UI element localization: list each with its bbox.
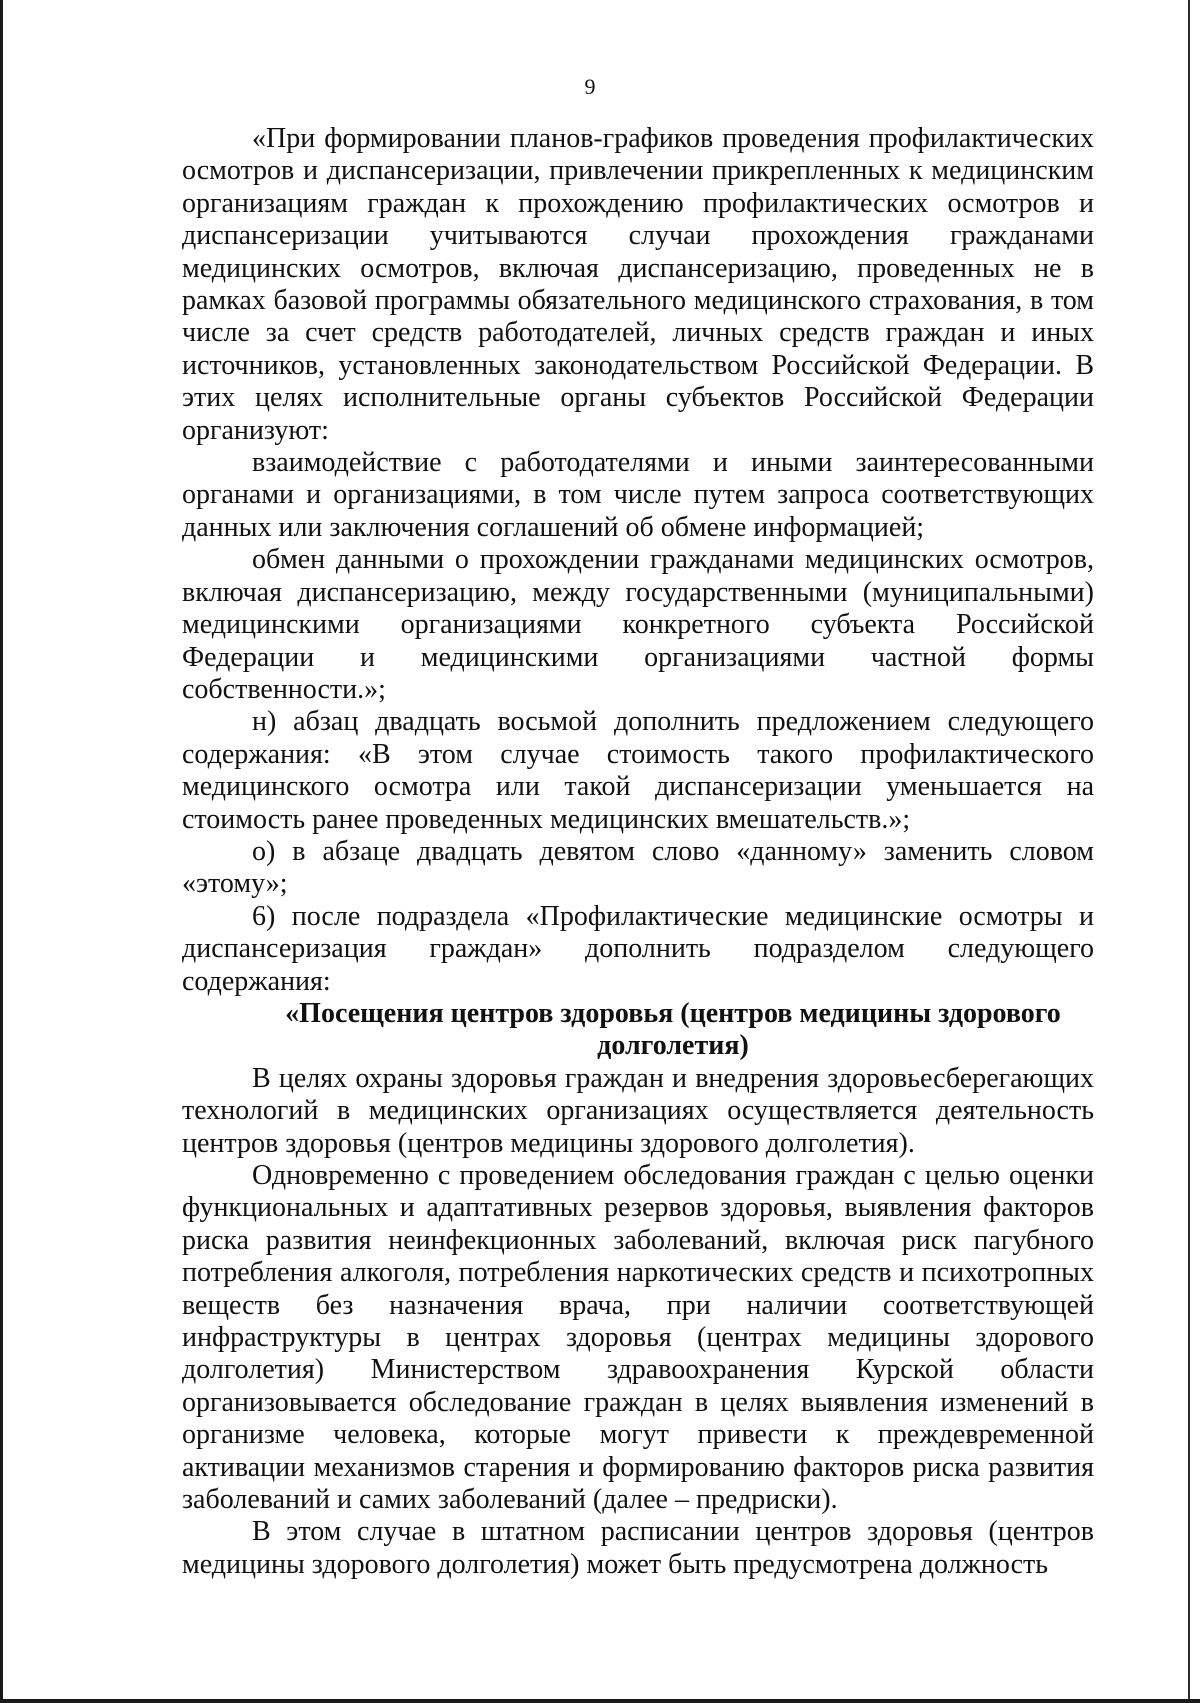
scan-border-right (1188, 0, 1190, 1703)
paragraph-staff-schedule: В этом случае в штатном расписании центров здоровья (центров медицины здорового долголетия) может быть предусмотрена должность (182, 1516, 1094, 1580)
paragraph-data-exchange: обмен данными о прохождении гражданами медицинских осмотров, включая диспансеризацию, между государственными (муниципальными) медицинскими организациями конкретного субъекта Российской Федерации и медицинскими организациями частной формы собственности.»; (182, 544, 1094, 705)
paragraph-health-centers-purpose: В целях охраны здоровья граждан и внедрения здоровьесберегающих технологий в медицинских организациях осуществляется деятельность центров здоровья (центров медицины здорового долголетия). (182, 1062, 1094, 1159)
document-body (182, 123, 1094, 1581)
paragraph-interaction-employers: взаимодействие с работодателями и иными заинтересованными органами и организациями, в том числе путем запроса соответствующих данных или заключения соглашений об обмене информацией; (182, 447, 1094, 543)
section-heading: «Посещения центров здоровья (центров медицины здорового долголетия) (285, 997, 1061, 1062)
paragraph-examination: Одновременно с проведением обследования граждан с целью оценки функциональных и адаптативных резервов здоровья, выявления факторов риска развития неинфекционных заболеваний, включая риск пагубного потребления алкоголя, потребления наркотических средств и психотропных веществ без назначения врача, при наличии соответствующей инфраструктуры в центрах здоровья (центрах медицины здорового долголетия) Министерством здравоохранения Курской области организовывается обследование граждан в целях выявления изменений в организме человека, которые могут привести к преждевременной активации механизмов старения и формированию факторов риска развития заболеваний и самих заболеваний (далее – предриски). (182, 1160, 1094, 1516)
paragraph-plans-schedules: «При формировании планов-графиков проведения профилактических осмотров и диспансеризации, привлечении прикрепленных к медицинским организациям граждан к прохождению профилактических осмотров и диспансеризации учитываются случаи прохождения гражданами медицинских осмотров, включая диспансеризацию, проведенных не в рамках базовой программы обязательного медицинского страхования, в том числе за счет средств работодателей, личных средств граждан и иных источников, установленных законодательством Российской Федерации. В этих целях исполнительные органы субъектов Российской Федерации организуют: (182, 123, 1094, 446)
paragraph-item-o: о) в абзаце двадцать девятом слово «данному» заменить словом «этому»; (182, 835, 1094, 900)
paragraph-item-6: 6) после подраздела «Профилактические медицинские осмотры и диспансеризация граждан» дополнить подразделом следующего содержания: (182, 900, 1094, 997)
page-number: 9 (584, 74, 596, 99)
scan-border-left (0, 0, 3, 1703)
paragraph-item-n: н) абзац двадцать восьмой дополнить предложением следующего содержания: «В этом случае стоимость такого профилактического медицинского осмотра или такой диспансеризации уменьшается на стоимость ранее проведенных медицинских вмешательств.»; (182, 706, 1094, 835)
scan-border-bottom (0, 1699, 1200, 1703)
